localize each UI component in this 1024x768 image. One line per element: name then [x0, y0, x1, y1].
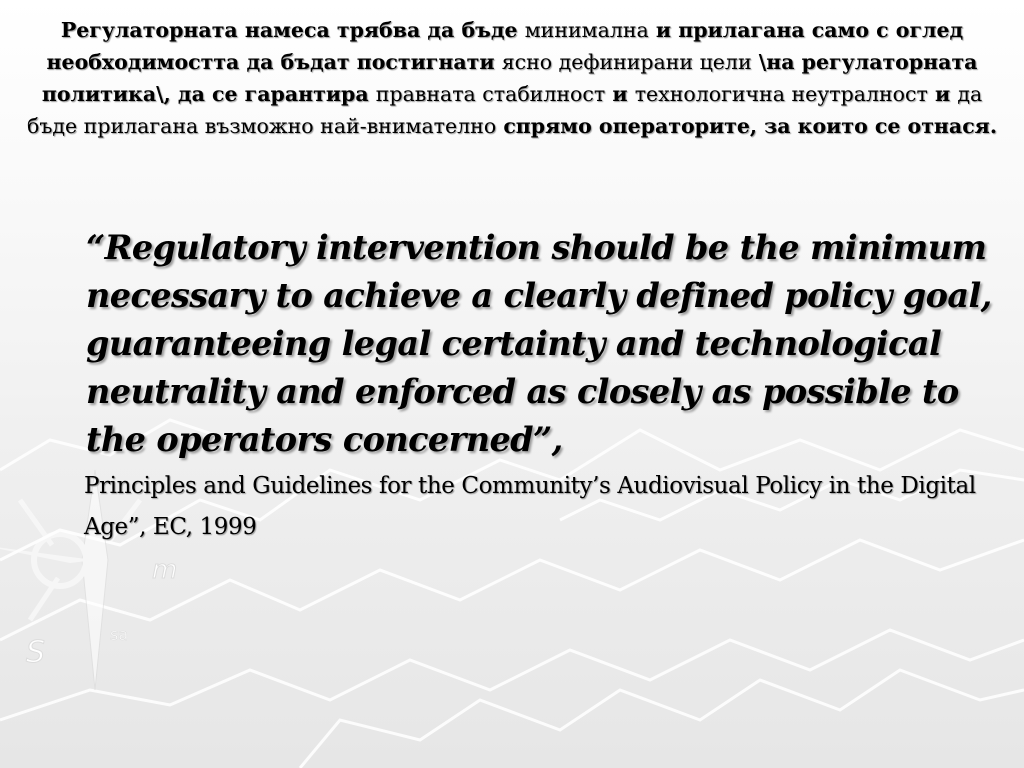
bulgarian-text-segment: Регулаторната намеса трябва да бъде: [60, 18, 525, 42]
bulgarian-text-segment: ясно дефинирани цели: [501, 50, 752, 74]
english-quote: “Regulatory intervention should be the minimum necessary to achieve a clearly defined policy goal, guaranteeing legal certainty and technological neutrality and enforced as closely as possible to the operators concerned”,: [86, 228, 992, 459]
bulgarian-text-segment: технологична неутралност: [634, 82, 928, 106]
bulgarian-text-segment: и: [605, 82, 635, 106]
bulgarian-text-segment: минимална: [524, 18, 649, 42]
bulgarian-heading-text: [18, 14, 1006, 142]
bulgarian-text-segment: да бъде прилагана възможно най-внимателно: [27, 82, 983, 138]
bulgarian-text-segment: \на регулаторната политика\, да се гарантира: [41, 50, 978, 106]
quote-source: Principles and Guidelines for the Community’s Audiovisual Policy in the Digital Age”, EC, 1999: [84, 473, 976, 540]
bulgarian-text-segment: правната стабилност: [375, 82, 606, 106]
compass-letter-m: m: [152, 555, 178, 585]
bulgarian-text-segment: спрямо операторите, за които се отнася.: [496, 114, 997, 138]
bulgarian-text-segment: и прилагана само с оглед необходимостта да бъдат постигнати: [46, 18, 964, 74]
bulgarian-text-segment: и: [927, 82, 958, 106]
compass-letter-s: S: [26, 635, 46, 670]
compass-letter-sa: sa: [110, 625, 129, 644]
